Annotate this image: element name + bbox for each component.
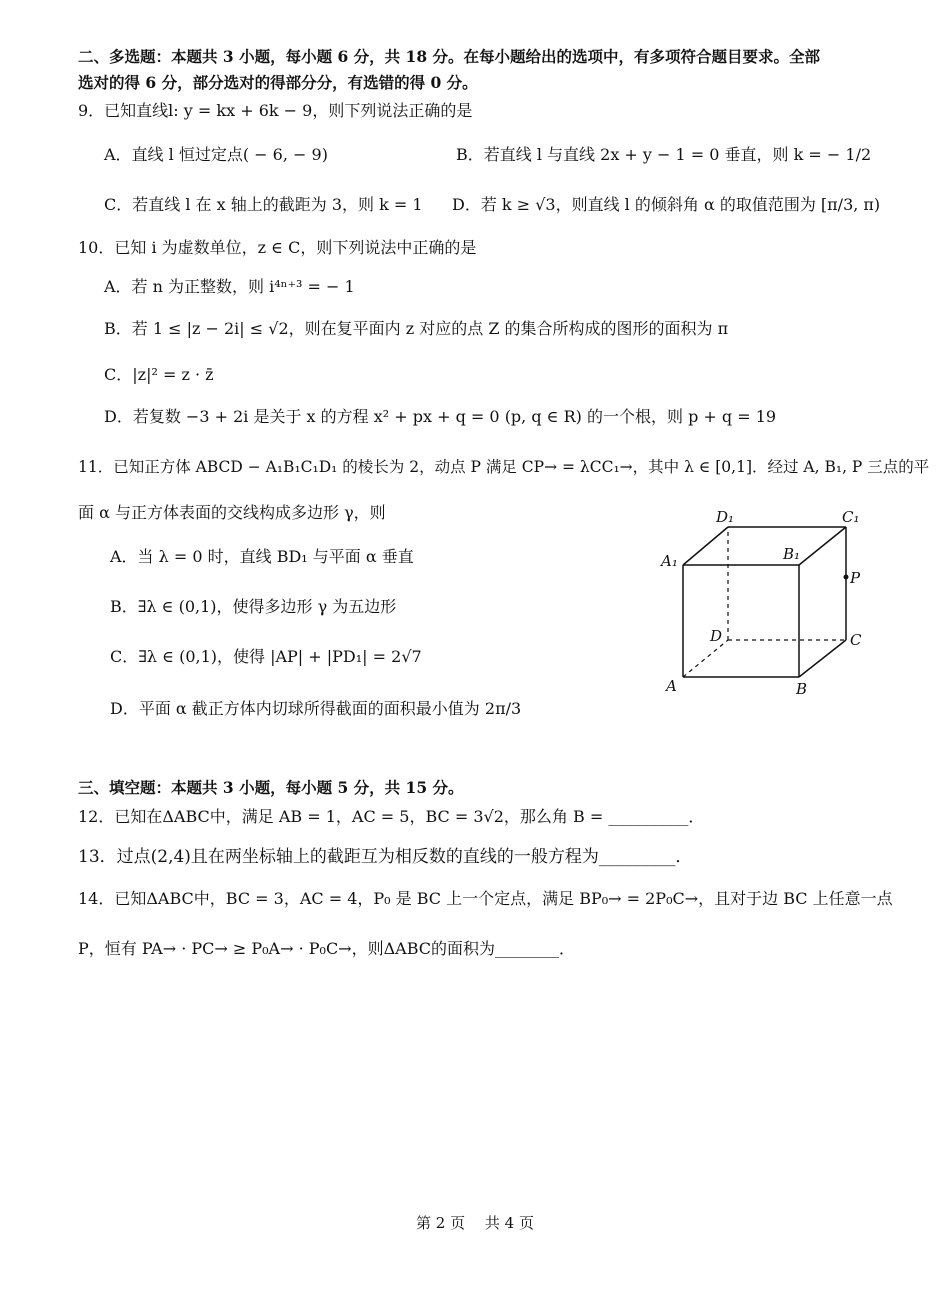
q12: 12．已知在ΔABC中，满足 AB = 1，AC = 5，BC = 3√2，那么角 B = __________．: [78, 807, 705, 826]
label-d: D: [710, 627, 723, 645]
edge-a-d: [683, 640, 728, 677]
point-p-marker: [844, 575, 849, 580]
q14-line1: 14．已知ΔABC中，BC = 3，AC = 4，P₀ 是 BC 上一个定点，满足 BP₀→ = 2P₀C→，且对于边 BC 上任意一点: [78, 889, 893, 908]
q11-option-c: C．∃λ ∈ (0,1)，使得 |AP| + |PD₁| = 2√7: [110, 647, 422, 666]
q11-stem-line1: 11．已知正方体 ABCD − A₁B₁C₁D₁ 的棱长为 2，动点 P 满足 CP→ = λCC₁→，其中 λ ∈ [0,1]．经过 A, B₁, P 三点的平: [78, 458, 930, 476]
q10-stem: 10．已知 i 为虚数单位，z ∈ C，则下列说法中正确的是: [78, 238, 477, 257]
q9-option-b: B．若直线 l 与直线 2x + y − 1 = 0 垂直，则 k = − 1/2: [456, 145, 872, 164]
q10-option-d: D．若复数 −3 + 2i 是关于 x 的方程 x² + px + q = 0 (p, q ∈ R) 的一个根，则 p + q = 19: [104, 407, 777, 426]
label-b1: B₁: [783, 545, 801, 563]
q10-option-b: B．若 1 ≤ |z − 2i| ≤ √2，则在复平面内 z 对应的点 Z 的集合所构成的图形的面积为 π: [104, 319, 729, 338]
label-c: C: [850, 631, 862, 649]
cube-hidden-edges: [683, 527, 846, 677]
q11-option-b: B．∃λ ∈ (0,1)，使得多边形 γ 为五边形: [110, 597, 397, 616]
section3-header: 三、填空题：本题共 3 小题，每小题 5 分，共 15 分。: [78, 778, 464, 797]
label-d1: D₁: [716, 508, 735, 526]
q9-stem: 9．已知直线l: y = kx + 6k − 9，则下列说法正确的是: [78, 101, 473, 120]
q9-option-d: D．若 k ≥ √3，则直线 l 的倾斜角 α 的取值范围为 [π/3, π): [452, 195, 881, 214]
q10-option-c: C．|z|² = z · z̄: [104, 365, 214, 384]
section2-header-line2: 选对的得 6 分，部分选对的得部分分，有选错的得 0 分。: [78, 73, 478, 92]
page-footer: 第 2 页 共 4 页: [416, 1214, 534, 1232]
label-b: B: [796, 680, 808, 698]
q9-option-c: C．若直线 l 在 x 轴上的截距为 3，则 k = 1: [104, 195, 423, 214]
q11-option-d: D．平面 α 截正方体内切球所得截面的面积最小值为 2π/3: [110, 699, 522, 718]
label-c1: C₁: [842, 508, 860, 526]
label-a: A: [666, 677, 677, 695]
cube-edges: [683, 527, 846, 677]
edge-b-c: [799, 640, 846, 677]
q11-stem-line2: 面 α 与正方体表面的交线构成多边形 γ，则: [78, 503, 386, 522]
q10-option-a: A．若 n 为正整数，则 i⁴ⁿ⁺³ = − 1: [104, 277, 355, 296]
q11-option-a: A．当 λ = 0 时，直线 BD₁ 与平面 α 垂直: [110, 547, 414, 566]
q14-line2: P，恒有 PA→ · PC→ ≥ P₀A→ · P₀C→，则ΔABC的面积为________．: [78, 939, 575, 958]
edge-a1-d1: [683, 527, 728, 565]
section2-header-line1: 二、多选题：本题共 3 小题，每小题 6 分，共 18 分。在每小题给出的选项中，有多项符合题目要求。全部: [78, 47, 821, 66]
label-p: P: [850, 569, 861, 587]
q9-option-a: A．直线 l 恒过定点( − 6, − 9): [104, 145, 328, 164]
label-a1: A₁: [661, 552, 678, 570]
q13: 13．过点(2,4)且在两坐标轴上的截距互为相反数的直线的一般方程为_________．: [78, 847, 693, 867]
edge-b1-c1: [799, 527, 846, 565]
